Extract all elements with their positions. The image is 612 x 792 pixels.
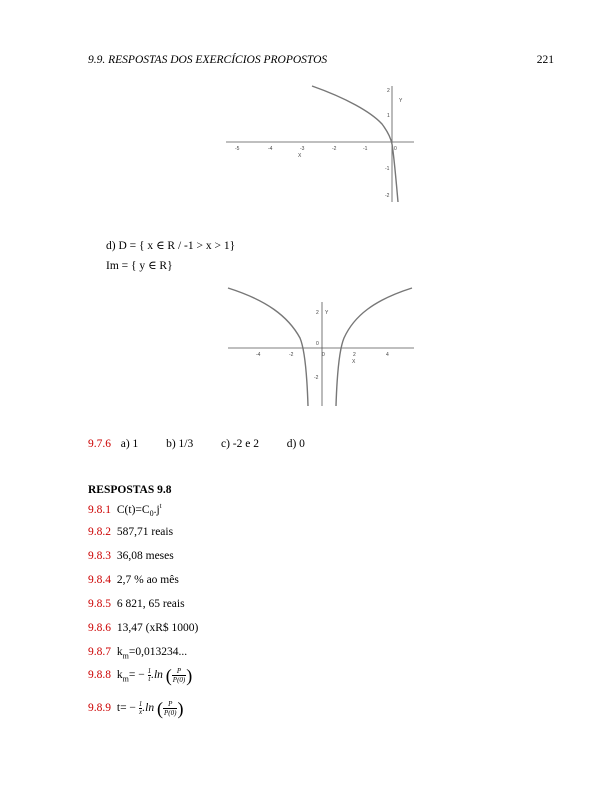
y-label: Y (325, 310, 329, 316)
x-tick: 2 (353, 352, 356, 358)
answer-text: 2,7 % ao mês (116, 574, 179, 586)
answer-subscript: m (122, 674, 129, 684)
answer-981 (88, 502, 162, 518)
answer-number: 9.8.3 (88, 550, 111, 562)
page-number: 221 (536, 54, 554, 66)
running-header: 9.9. RESPOSTAS DOS EXERCÍCIOS PROPOSTOS (88, 54, 328, 66)
answer-text: C(t)=C (116, 503, 150, 516)
answer-text: .j (153, 503, 160, 516)
y-tick: 2 (387, 88, 390, 94)
x-tick: -3 (300, 146, 305, 152)
option-b: b) 1/3 (166, 438, 194, 450)
x-tick: -4 (256, 352, 261, 358)
answer-text: 13,47 (xR$ 1000) (116, 622, 199, 634)
answer-text: 587,71 reais (116, 526, 174, 538)
exercise-number: 9.7.6 (88, 438, 111, 450)
answer-number: 9.8.1 (88, 503, 111, 516)
answer-988: 9.8.8 $k_m=$ − $\frac{1}{t}.\ln$ ( $\frac{P}{P(0)}$ ) (88, 665, 193, 686)
answer-986 (88, 622, 198, 634)
y-tick: 0 (316, 341, 319, 347)
y-label: Y (399, 98, 403, 104)
answer-text: =0,013234... (128, 646, 188, 658)
x-tick: 0 (394, 146, 397, 152)
curve-left (228, 288, 308, 406)
answer-number: 9.8.7 (88, 646, 111, 658)
fraction: $\frac{P}{P(0)}$ (164, 700, 177, 717)
x-tick: -2 (332, 146, 337, 152)
graph-log-curve-2 (226, 286, 416, 408)
answer-subscript: m (122, 651, 129, 661)
fraction: $\frac{1}{t}$ (147, 667, 152, 683)
y-tick: 2 (316, 310, 319, 316)
answer-number: 9.8.8 (88, 669, 111, 682)
curve-right (336, 288, 412, 406)
x-tick: -2 (289, 352, 294, 358)
y-tick: -2 (385, 193, 390, 199)
answer-982 (88, 526, 173, 538)
x-tick: 0 (322, 352, 325, 358)
answer-number: 9.8.4 (88, 574, 111, 586)
answer-text: k (116, 646, 123, 658)
answer-987 (88, 646, 187, 660)
section-heading: RESPOSTAS 9.8 (88, 484, 172, 496)
y-tick: -2 (314, 375, 319, 381)
answer-text: 36,08 meses (116, 550, 174, 562)
answer-number: 9.8.9 (88, 702, 111, 715)
curve (312, 86, 398, 202)
y-tick: 1 (387, 113, 390, 119)
answer-983 (88, 550, 174, 562)
answer-text: k (116, 669, 123, 682)
answer-text: t= − (116, 702, 136, 715)
option-c: c) -2 e 2 (220, 438, 259, 450)
answer-number: 9.8.2 (88, 526, 111, 538)
item-d-domain: d) D = { x ∈ R / -1 > x > 1} (106, 240, 236, 252)
ln-function: .ln (142, 702, 155, 715)
answer-superscript: t (159, 502, 162, 510)
answer-985 (88, 598, 185, 610)
option-a: a) 1 (120, 438, 139, 450)
item-d-image: Im = { y ∈ R} (106, 260, 173, 272)
x-tick: 4 (386, 352, 389, 358)
x-label: X (298, 153, 302, 159)
exercise-976 (88, 438, 305, 450)
y-tick: -1 (385, 166, 390, 172)
answer-number: 9.8.6 (88, 622, 111, 634)
ln-function: .ln (151, 669, 163, 682)
x-label: X (352, 359, 356, 365)
option-d: d) 0 (286, 438, 305, 450)
x-tick: -5 (235, 146, 240, 152)
x-tick: -1 (363, 146, 368, 152)
answer-subscript: 0 (149, 509, 154, 519)
answer-number: 9.8.5 (88, 598, 111, 610)
x-tick: -4 (268, 146, 273, 152)
graph-log-curve-1 (226, 84, 416, 208)
fraction: $\frac{1}{x}$ (138, 700, 143, 716)
answer-text: 6 821, 65 reais (116, 598, 185, 610)
fraction: $\frac{P}{P(0)}$ (172, 667, 186, 684)
answer-984 (88, 574, 179, 586)
answer-text: = − (128, 669, 145, 682)
answer-989: 9.8.9 t= − $\frac{1}{x}.\ln$ ( $\frac{P}{P(0)}$ ) (88, 698, 184, 719)
